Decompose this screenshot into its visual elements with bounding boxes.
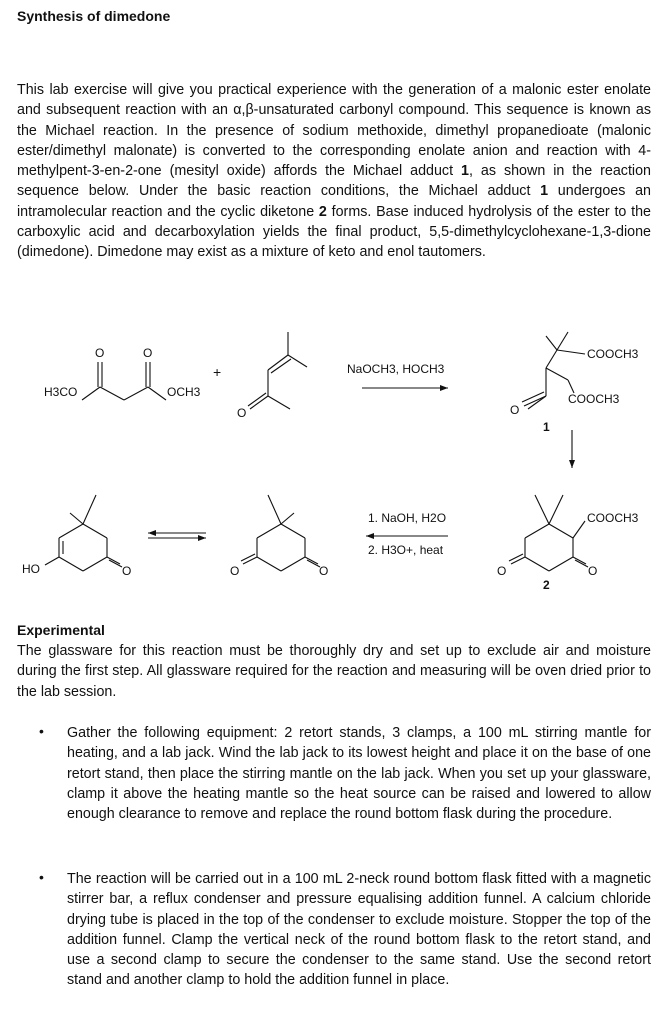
- reagents-step-1: NaOCH3, HOCH3: [347, 362, 445, 376]
- compound-ref-1: 1: [540, 183, 549, 200]
- intro-text: forms. Base induced hydrolysis of the ester to the carboxylic acid and decarboxylation yields the final product, 5,5-dimethylcyclohexane-1,3-dione (dimedone). Dimedone may exist as a mixture of keto and enol tautomers.: [17, 203, 651, 261]
- compound-label-2: 2: [543, 578, 550, 592]
- intro-text: , as shown in the reaction sequence below. Under the basic reaction conditions, the Michael adduct: [17, 163, 652, 200]
- oxygen-label: O: [588, 564, 598, 578]
- bullet-icon: •: [39, 723, 44, 739]
- ester-label: COOCH3: [568, 392, 620, 406]
- experimental-heading: Experimental: [17, 622, 105, 638]
- oxygen-label: O: [95, 346, 105, 360]
- ester-label: COOCH3: [587, 347, 639, 361]
- plus-sign: +: [213, 364, 222, 380]
- intro-paragraph: [17, 80, 651, 263]
- hydroxy-label: HO: [22, 562, 40, 576]
- reagents-hydrolysis: 1. NaOH, H2O: [368, 511, 447, 525]
- oxygen-label: O: [497, 564, 507, 578]
- oxygen-label: O: [510, 403, 520, 417]
- list-item: The reaction will be carried out in a 100 mL 2-neck round bottom flask fitted with a magnetic stirrer bar, a reflux condenser and pressure equalising addition funnel. A calcium chloride drying tube is placed in the top of the condenser to exclude moisture. Stopper the top of the addition funnel. Clamp the vertical neck of the round bottom flask to the retort stand, and use a second clamp to secure the condenser to the same stand. Use the second retort stand and another clamp to hold the addition funnel in place.: [67, 871, 651, 989]
- oxygen-label: O: [237, 406, 247, 420]
- oxygen-label: O: [122, 564, 132, 578]
- reaction-scheme: [0, 310, 672, 610]
- intro-text: This lab exercise will give you practical experience with the generation of a malonic ester enolate and subsequent reaction with an α,β-unsaturated carbonyl compound. This sequence is known as the Michael reaction. In the presence of sodium methoxide, dimethyl propanedioate (malonic ester/dimethyl malonate) is converted to the corresponding enolate anion and reaction with 4-methylpent-3-en-2-one (mesityl oxide) affords the Michael adduct: [17, 82, 651, 180]
- compound-ref-1: 1: [461, 163, 469, 180]
- oxygen-label: O: [319, 564, 329, 578]
- compound-ref-2: 2: [318, 203, 327, 220]
- ester-label: COOCH3: [587, 511, 639, 525]
- bullet-icon: •: [39, 869, 44, 885]
- list-item: Gather the following equipment: 2 retort stands, 3 clamps, a 100 mL stirring mantle for heating, and a lab jack. Wind the lab jack to its lowest height and place it on the base of one retort stand, then place the stirring mantle on the lab jack. When you set up your glassware, clamp it above the heating mantle so the heat source can be raised and lowered to allow enough clearance to remove and replace the round bottom flask during the procedure.: [67, 725, 651, 823]
- oxygen-label: O: [230, 564, 240, 578]
- reagents-decarboxylation: 2. H3O+, heat: [368, 543, 444, 557]
- intro-text: undergoes an intramolecular reaction and the cyclic diketone: [17, 183, 651, 220]
- methoxy-label: H3CO: [44, 385, 78, 399]
- oxygen-label: O: [143, 346, 153, 360]
- document-title: Synthesis of dimedone: [17, 8, 171, 24]
- experimental-paragraph: The glassware for this reaction must be thoroughly dry and set up to exclude air and moisture during the first step. All glassware required for the reaction and measuring will be oven dried prior to the lab session.: [17, 643, 651, 700]
- methoxy-label: OCH3: [167, 385, 201, 399]
- compound-label-1: 1: [543, 420, 550, 434]
